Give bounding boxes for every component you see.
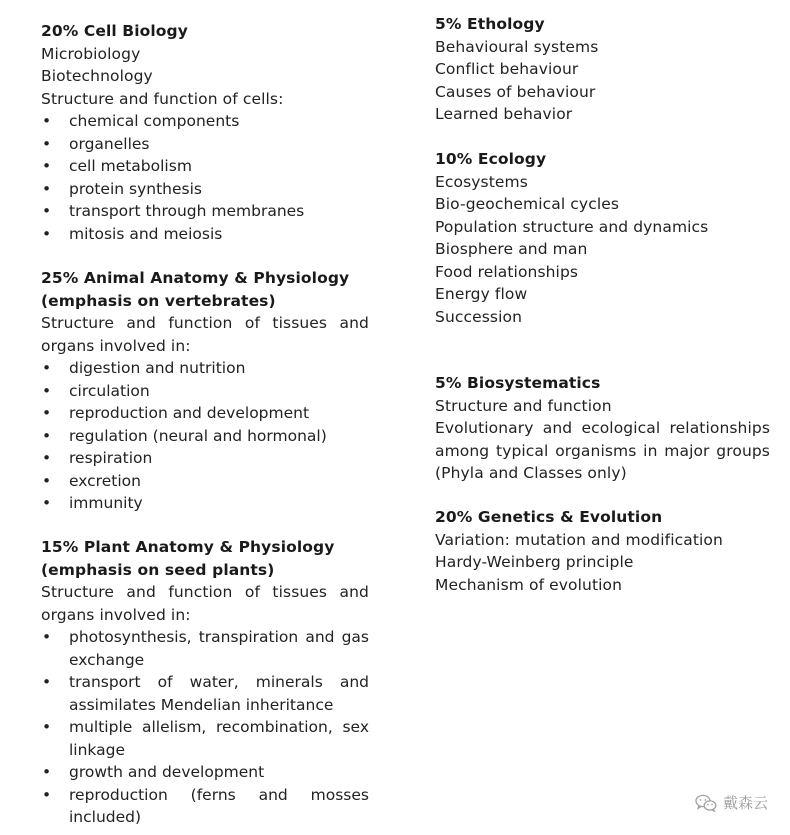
list-item-text: immunity xyxy=(69,494,143,512)
list-item xyxy=(41,492,369,515)
topic-line: Behavioural systems xyxy=(435,37,599,56)
list-item xyxy=(41,671,369,716)
section-ecology xyxy=(435,148,770,328)
topic-line: Population structure and dynamics xyxy=(435,217,709,236)
list-item xyxy=(41,133,369,156)
list-item xyxy=(41,110,369,133)
section-subheading: (emphasis on seed plants) xyxy=(41,560,275,579)
topic-line: Microbiology xyxy=(41,44,141,63)
list-item-text: transport through membranes xyxy=(69,202,305,220)
bullet-list xyxy=(41,110,369,245)
list-item-text: reproduction and development xyxy=(69,404,310,422)
watermark-text: 戴森云 xyxy=(722,794,768,812)
topic-line: Energy flow xyxy=(435,285,528,303)
bullet-list xyxy=(41,357,369,515)
list-item xyxy=(41,223,369,246)
bullet-icon: • xyxy=(42,628,52,646)
list-item-text: multiple allelism, recombination, sex linkage xyxy=(69,718,369,759)
topic-line: Hardy-Weinberg principle xyxy=(435,553,634,571)
topic-line: Food relationships xyxy=(435,262,579,281)
list-item-text: digestion and nutrition xyxy=(69,359,246,377)
bullet-icon: • xyxy=(42,157,52,175)
list-item-text: organelles xyxy=(69,134,150,153)
section-heading: 20% Cell Biology xyxy=(41,22,188,40)
section-genetics-evolution xyxy=(435,506,770,596)
section-animal-anatomy xyxy=(41,267,369,515)
topic-line: Variation: mutation and modification xyxy=(435,530,723,549)
bullet-icon: • xyxy=(42,763,52,781)
list-item-text: growth and development xyxy=(69,763,265,781)
bullet-icon: • xyxy=(42,404,52,422)
bullet-icon: • xyxy=(42,134,52,153)
list-item-text: photosynthesis, transpiration and gas exchange xyxy=(69,628,369,669)
list-item-text: mitosis and meiosis xyxy=(69,224,223,243)
list-item xyxy=(41,200,369,223)
bullet-icon: • xyxy=(42,381,52,400)
topic-line: Learned behavior xyxy=(435,105,573,123)
topic-line: Conflict behaviour xyxy=(435,60,579,78)
list-item-text: respiration xyxy=(69,449,153,467)
list-item xyxy=(41,447,369,470)
bullet-icon: • xyxy=(42,471,52,490)
list-item-text: reproduction (ferns and mosses included) xyxy=(69,785,369,826)
section-heading: 5% Ethology xyxy=(435,15,545,33)
section-biosystematics xyxy=(435,372,770,485)
topic-intro: Structure and function of tissues and organs involved in: xyxy=(41,314,369,355)
topic-intro: Structure and function of tissues and organs involved in: xyxy=(41,583,369,624)
bullet-icon: • xyxy=(42,785,52,804)
section-cell-biology xyxy=(41,20,369,245)
section-heading: 10% Ecology xyxy=(435,150,547,168)
bullet-icon: • xyxy=(42,718,52,736)
bullet-icon: • xyxy=(42,449,52,467)
list-item-text: circulation xyxy=(69,381,150,400)
list-item xyxy=(41,155,369,178)
bullet-icon: • xyxy=(42,224,52,243)
list-item xyxy=(41,425,369,448)
section-heading: 25% Animal Anatomy & Physiology xyxy=(41,269,350,287)
list-item xyxy=(41,380,369,403)
topic-line: Structure and function of cells: xyxy=(41,89,284,108)
list-item-text: excretion xyxy=(69,471,141,490)
bullet-icon: • xyxy=(42,202,52,220)
bullet-list xyxy=(41,626,369,829)
section-heading: 5% Biosystematics xyxy=(435,374,601,392)
list-item xyxy=(41,357,369,380)
list-item-text: transport of water, minerals and assimilates Mendelian inheritance xyxy=(69,673,369,714)
topic-line: Structure and function xyxy=(435,396,612,415)
section-plant-anatomy xyxy=(41,536,369,829)
topic-line: Ecosystems xyxy=(435,172,528,191)
topic-line: Causes of behaviour xyxy=(435,82,596,101)
list-item xyxy=(41,716,369,761)
topic-line: Biotechnology xyxy=(41,67,153,85)
list-item-text: regulation (neural and hormonal) xyxy=(69,426,327,445)
list-item xyxy=(41,402,369,425)
list-item-text: chemical components xyxy=(69,112,240,130)
list-item-text: protein synthesis xyxy=(69,179,202,198)
topic-line: Evolutionary and ecological relationships among typical organisms in major groups (Phyla and Classes only) xyxy=(435,419,770,482)
topic-line: Succession xyxy=(435,307,523,326)
bullet-icon: • xyxy=(42,673,52,691)
list-item xyxy=(41,178,369,201)
section-ethology xyxy=(435,13,770,126)
list-item xyxy=(41,626,369,671)
section-subheading: (emphasis on vertebrates) xyxy=(41,291,276,310)
bullet-icon: • xyxy=(42,359,52,377)
list-item xyxy=(41,470,369,493)
bullet-icon: • xyxy=(42,426,52,445)
section-heading: 20% Genetics & Evolution xyxy=(435,508,663,526)
bullet-icon: • xyxy=(42,112,52,130)
list-item-text: cell metabolism xyxy=(69,157,192,175)
topic-line: Mechanism of evolution xyxy=(435,575,623,594)
list-item xyxy=(41,784,369,829)
section-heading: 15% Plant Anatomy & Physiology xyxy=(41,538,335,556)
wechat-icon xyxy=(695,794,717,812)
watermark xyxy=(695,792,768,813)
bullet-icon: • xyxy=(42,179,52,198)
bullet-icon: • xyxy=(42,494,52,512)
list-item xyxy=(41,761,369,784)
topic-line: Biosphere and man xyxy=(435,240,588,258)
topic-line: Bio-geochemical cycles xyxy=(435,195,620,213)
